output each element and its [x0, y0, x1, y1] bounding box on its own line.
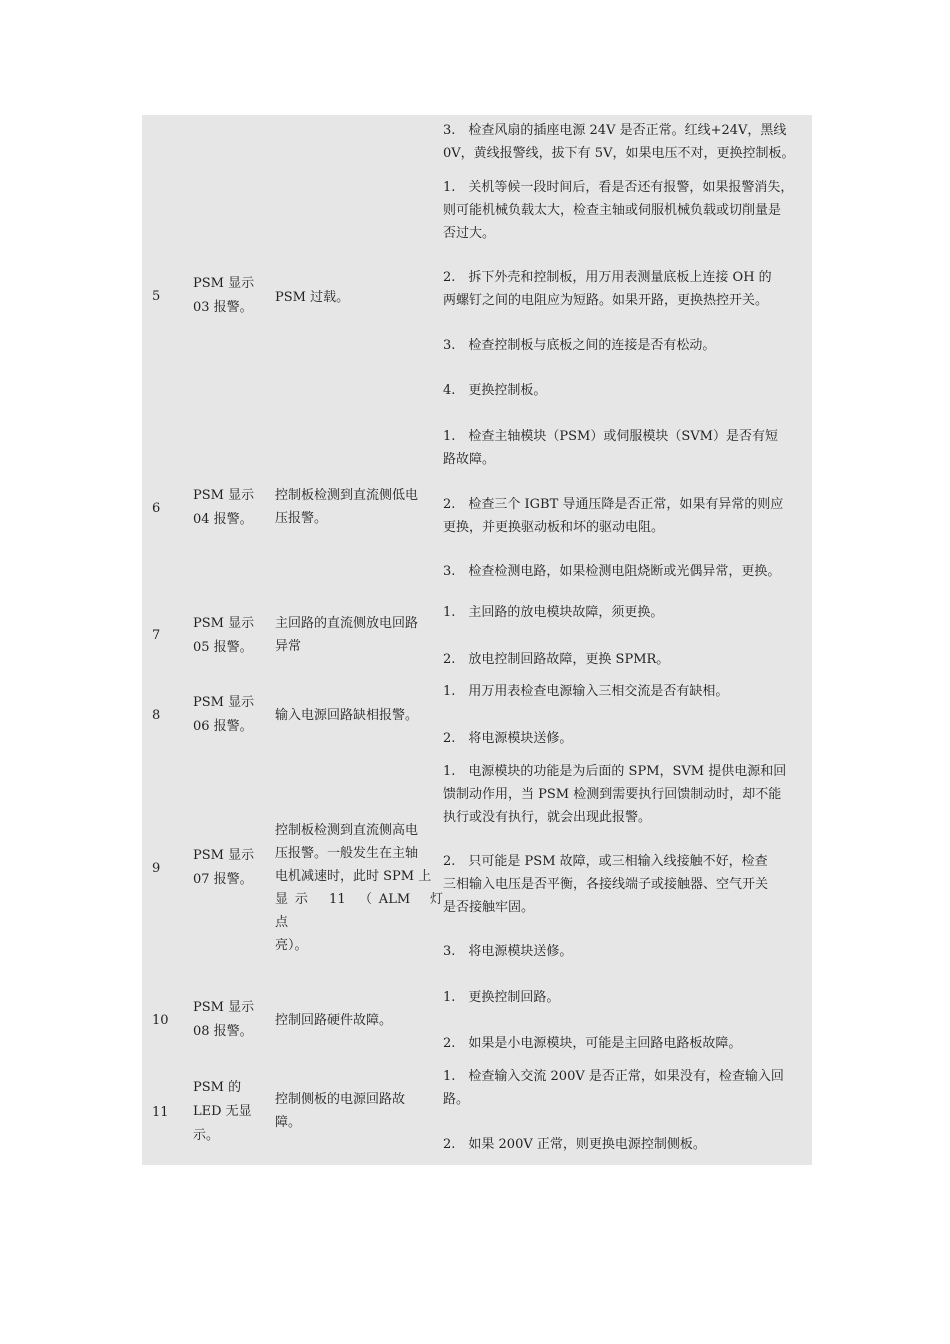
fix-step: 1. 检查主轴模块（PSM）或伺服模块（SVM）是否有短 路故障。: [443, 429, 778, 467]
fix-step: 2. 检查三个 IGBT 导通压降是否正常，如果有异常的则应 更换，并更换驱动板和坏的驱动电阻。: [443, 497, 784, 535]
alarm-cause: 输入电源回路缺相报警。: [275, 708, 419, 723]
fix-step: 3. 将电源模块送修。: [443, 944, 573, 959]
alarm-display: PSM 显示 03 报警。: [193, 276, 255, 315]
alarm-cause: 控制侧板的电源回路故 障。: [275, 1092, 406, 1130]
alarm-display: PSM 显示 08 报警。: [193, 1000, 255, 1039]
alarm-table: [142, 115, 812, 1165]
fix-step: 1. 更换控制回路。: [443, 990, 560, 1005]
fix-step: 1. 电源模块的功能是为后面的 SPM，SVM 提供电源和回 馈制动作用，当 PSM 检测到需要执行回馈制动时，却不能 执行或没有执行，就会出现此报警。: [443, 764, 787, 825]
fix-step: 3. 检查检测电路，如果检测电阻烧断或光偶异常，更换。: [443, 564, 781, 579]
row-number: 5: [152, 289, 161, 304]
alarm-cause: 控制板检测到直流侧高电 压报警。一般发生在主轴 电机减速时，此时 SPM 上 显 示 11 （ ALM 灯 点 亮）。: [275, 823, 443, 953]
fix-step: 2. 如果是小电源模块，可能是主回路电路板故障。: [443, 1036, 742, 1051]
row-number: 9: [152, 861, 161, 876]
fix-step: 2. 放电控制回路故障，更换 SPMR。: [443, 652, 670, 667]
fix-step: 2. 只可能是 PSM 故障，或三相输入线接触不好，检查 三相输入电压是否平衡，各接线端子或接触器、空气开关 是否接触牢固。: [443, 854, 769, 915]
fix-step: 3. 检查风扇的插座电源 24V 是否正常。红线+24V，黑线 0V，黄线报警线，拔下有 5V，如果电压不对，更换控制板。: [443, 123, 795, 161]
row-number: 10: [152, 1013, 169, 1028]
fix-step: 2. 拆下外壳和控制板，用万用表测量底板上连接 OH 的 两螺钉之间的电阻应为短路。如果开路，更换热控开关。: [443, 270, 772, 308]
alarm-display: PSM 显示 06 报警。: [193, 695, 255, 734]
fix-step: 4. 更换控制板。: [443, 383, 547, 398]
row-number: 7: [152, 628, 161, 643]
row-number: 6: [152, 501, 161, 516]
row-number: 11: [152, 1105, 169, 1120]
fix-step: 1. 关机等候一段时间后，看是否还有报警，如果报警消失， 则可能机械负载太大，检查主轴或伺服机械负载或切削量是 否过大。: [443, 180, 794, 241]
alarm-cause: 主回路的直流侧放电回路 异常: [275, 616, 419, 654]
alarm-display: PSM 的 LED 无显 示。: [193, 1080, 252, 1143]
alarm-cause: PSM 过载。: [275, 290, 350, 305]
alarm-cause: 控制回路硬件故障。: [275, 1013, 393, 1028]
alarm-display: PSM 显示 04 报警。: [193, 488, 255, 527]
fix-step: 1. 检查输入交流 200V 是否正常，如果没有，检查输入回 路。: [443, 1069, 784, 1107]
fix-step: 1. 主回路的放电模块故障，须更换。: [443, 605, 664, 620]
row-number: 8: [152, 708, 161, 723]
fix-step: 2. 将电源模块送修。: [443, 731, 573, 746]
fix-step: 2. 如果 200V 正常，则更换电源控制侧板。: [443, 1137, 706, 1152]
alarm-display: PSM 显示 07 报警。: [193, 848, 255, 887]
fix-step: 3. 检查控制板与底板之间的连接是否有松动。: [443, 338, 716, 353]
alarm-cause: 控制板检测到直流侧低电 压报警。: [275, 488, 419, 526]
fix-step: 1. 用万用表检查电源输入三相交流是否有缺相。: [443, 684, 729, 699]
alarm-display: PSM 显示 05 报警。: [193, 616, 255, 655]
